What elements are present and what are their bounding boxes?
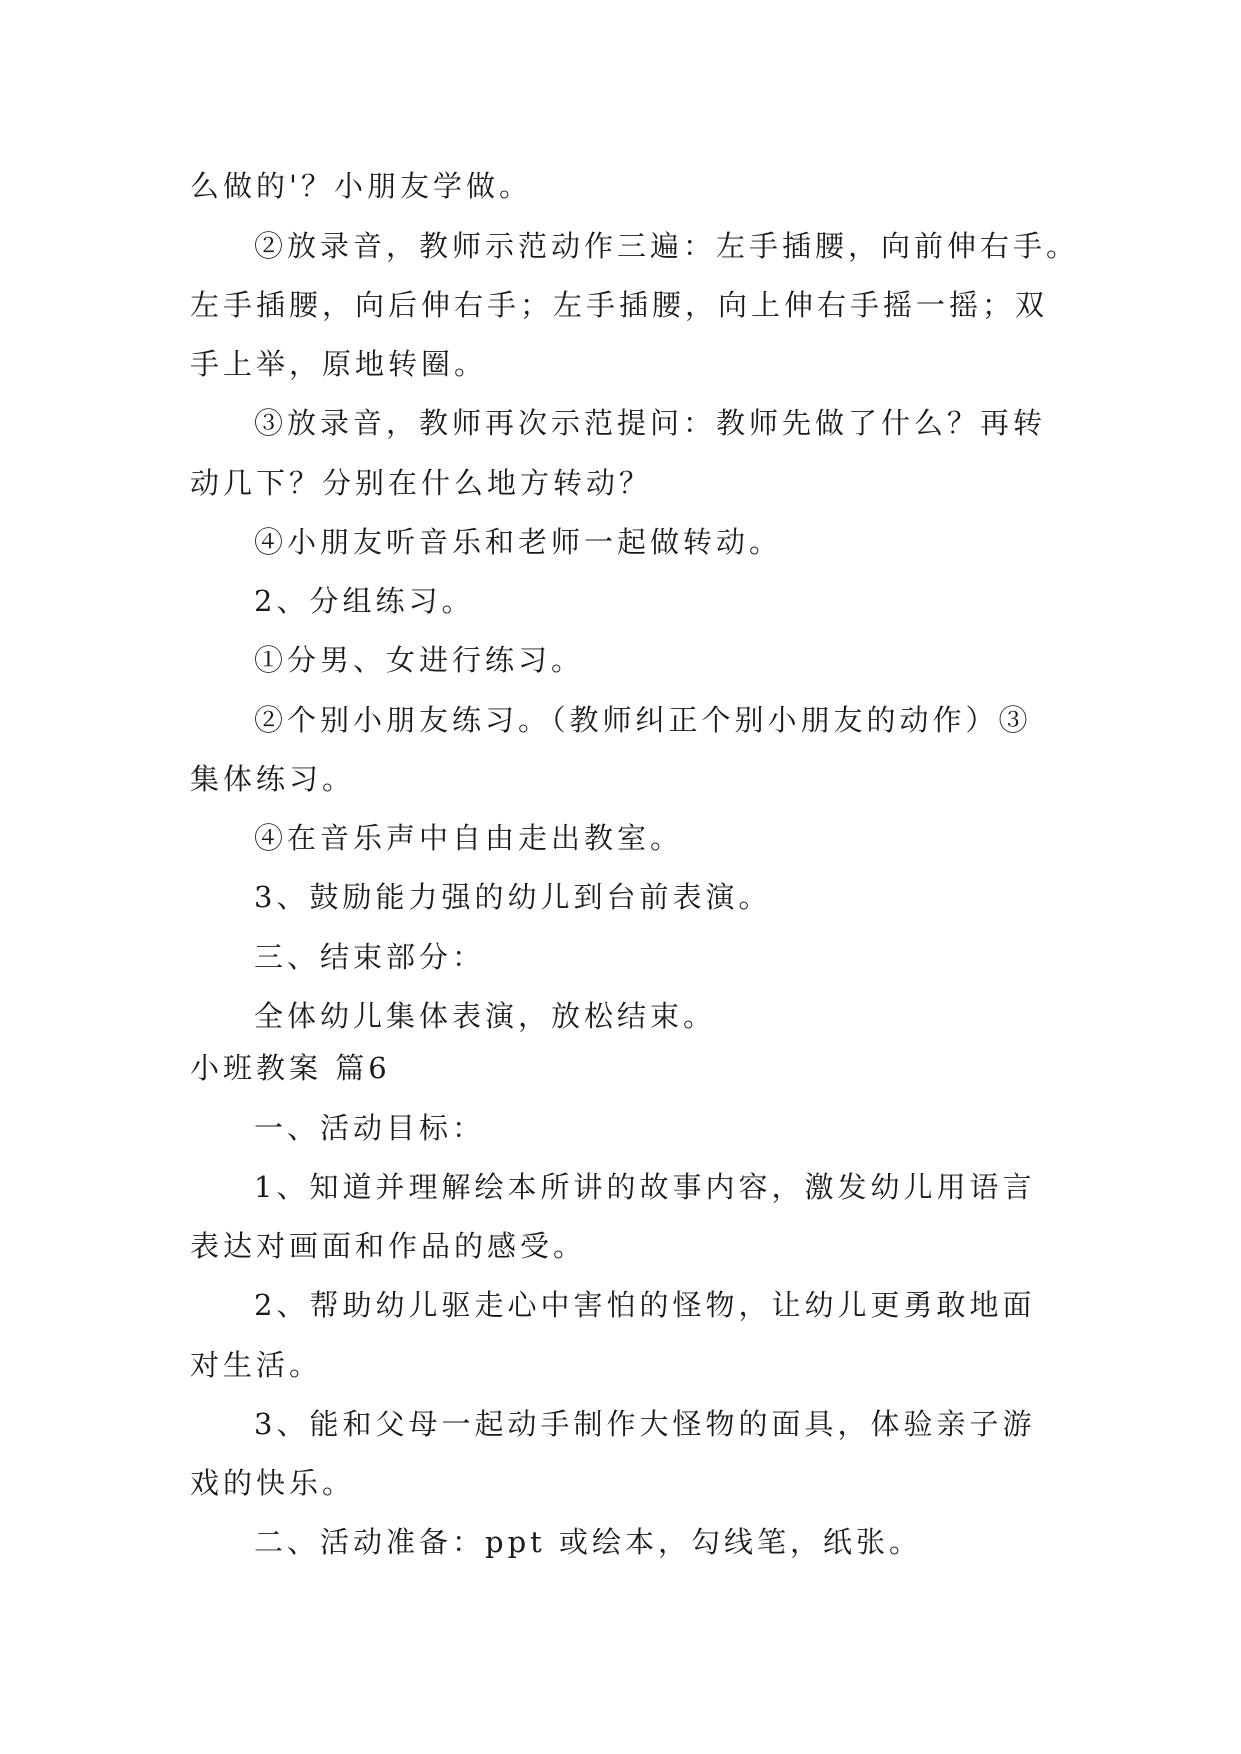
text-line: 二、活动准备：ppt 或绘本，勾线笔，纸张。 xyxy=(254,1525,923,1559)
text-line: 全体幼儿集体表演，放松结束。 xyxy=(254,999,717,1033)
text-line: 表达对画面和作品的感受。 xyxy=(190,1229,587,1263)
text-line: 3、鼓励能力强的幼儿到台前表演。 xyxy=(254,880,772,914)
text-line: 对生活。 xyxy=(190,1348,323,1382)
text-line: 手上举，原地转圈。 xyxy=(190,347,488,381)
section-heading: 小班教案 篇6 xyxy=(190,1051,391,1085)
text-line: ②放录音，教师示范动作三遍：左手插腰，向前伸右手。 xyxy=(254,229,1080,263)
text-line: ④在音乐声中自由走出教室。 xyxy=(254,821,684,855)
text-line: 三、结束部分： xyxy=(254,940,486,974)
text-line: 么做的'？小朋友学做。 xyxy=(190,169,532,203)
text-line: ②个别小朋友练习。（教师纠正个别小朋友的动作）③ xyxy=(254,703,1032,737)
text-line: ①分男、女进行练习。 xyxy=(254,643,585,677)
text-line: ③放录音，教师再次示范提问：教师先做了什么？再转 xyxy=(254,406,1047,440)
text-line: 1、知道并理解绘本所讲的故事内容，激发幼儿用语言 xyxy=(254,1170,1036,1204)
document-page xyxy=(190,0,1080,1754)
text-line: 左手插腰，向后伸右手；左手插腰，向上伸右手摇一摇；双 xyxy=(190,288,1049,322)
text-line: ④小朋友听音乐和老师一起做转动。 xyxy=(254,525,783,559)
text-line: 集体练习。 xyxy=(190,762,356,796)
text-line: 3、能和父母一起动手制作大怪物的面具，体验亲子游 xyxy=(254,1407,1036,1441)
text-line: 2、分组练习。 xyxy=(254,584,475,618)
text-line: 戏的快乐。 xyxy=(190,1466,356,1500)
text-line: 2、帮助幼儿驱走心中害怕的怪物，让幼儿更勇敢地面 xyxy=(254,1288,1036,1322)
text-line: 一、活动目标： xyxy=(254,1111,486,1145)
text-line: 动几下？分别在什么地方转动？ xyxy=(190,466,653,500)
